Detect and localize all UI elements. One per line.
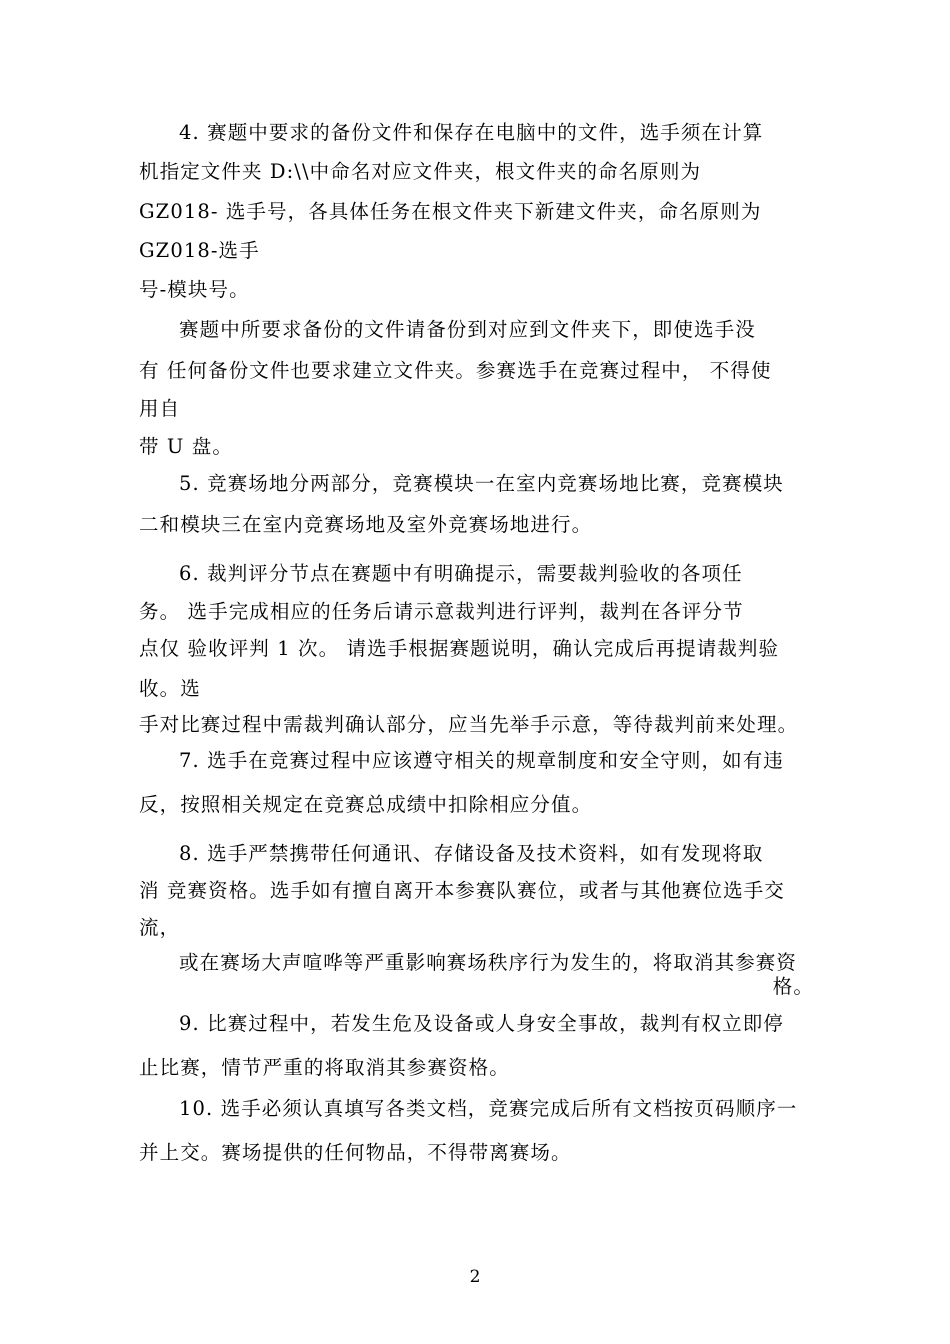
text-line: 二和模块三在室内竞赛场地及室外竞赛场地进行。 — [139, 513, 593, 536]
text-line: 格。 — [772, 975, 814, 998]
text-line: 机指定文件夹 D:\\中命名对应文件夹，根文件夹的命名原则为 — [139, 160, 702, 183]
text-line: 10. 选手必须认真填写各类文档，竞赛完成后所有文档按页码顺序一 — [179, 1097, 798, 1120]
text-line: 止比赛，情节严重的将取消其参赛资格。 — [139, 1056, 510, 1079]
text-line: 带 U 盘。 — [139, 435, 233, 458]
text-line: 流， — [139, 916, 181, 939]
text-line: 6. 裁判评分节点在赛题中有明确提示，需要裁判验收的各项任 — [179, 562, 743, 585]
text-line: 赛题中所要求备份的文件请备份到对应到文件夹下，即使选手没 — [179, 318, 756, 341]
text-line: 手对比赛过程中需裁判确认部分，应当先举手示意，等待裁判前来处理。 — [139, 713, 799, 736]
text-line: 并上交。赛场提供的任何物品，不得带离赛场。 — [139, 1141, 572, 1164]
text-line: 7. 选手在竞赛过程中应该遵守相关的规章制度和安全守则，如有违 — [179, 749, 784, 772]
text-line: 消 竞赛资格。选手如有擅自离开本参赛队赛位，或者与其他赛位选手交 — [139, 879, 785, 902]
page-number: 2 — [469, 1267, 481, 1287]
text-line: 收。选 — [139, 677, 201, 700]
text-line: 5. 竞赛场地分两部分，竞赛模块一在室内竞赛场地比赛，竞赛模块 — [179, 472, 784, 495]
text-line: 务。 选手完成相应的任务后请示意裁判进行评判，裁判在各评分节 — [139, 600, 744, 623]
text-line: 用自 — [139, 397, 181, 420]
text-line: 号-模块号。 — [139, 278, 250, 301]
text-line: GZ018- 选手号，各具体任务在根文件夹下新建文件夹，命名原则为 — [139, 200, 762, 223]
text-line: 点仅 验收评判 1 次。 请选手根据赛题说明，确认完成后再提请裁判验 — [139, 637, 780, 660]
text-line: 或在赛场大声喧哗等严重影响赛场秩序行为发生的，将取消其参赛资 — [179, 951, 798, 974]
text-line: 9. 比赛过程中，若发生危及设备或人身安全事故，裁判有权立即停 — [179, 1012, 784, 1035]
text-line: GZ018-选手 — [139, 239, 260, 262]
text-line: 有 任何备份文件也要求建立文件夹。参赛选手在竞赛过程中， 不得使 — [139, 359, 772, 382]
text-line: 4. 赛题中要求的备份文件和保存在电脑中的文件，选手须在计算 — [179, 121, 764, 144]
text-line: 反，按照相关规定在竞赛总成绩中扣除相应分值。 — [139, 793, 593, 816]
text-line: 8. 选手严禁携带任何通讯、存储设备及技术资料，如有发现将取 — [179, 842, 764, 865]
